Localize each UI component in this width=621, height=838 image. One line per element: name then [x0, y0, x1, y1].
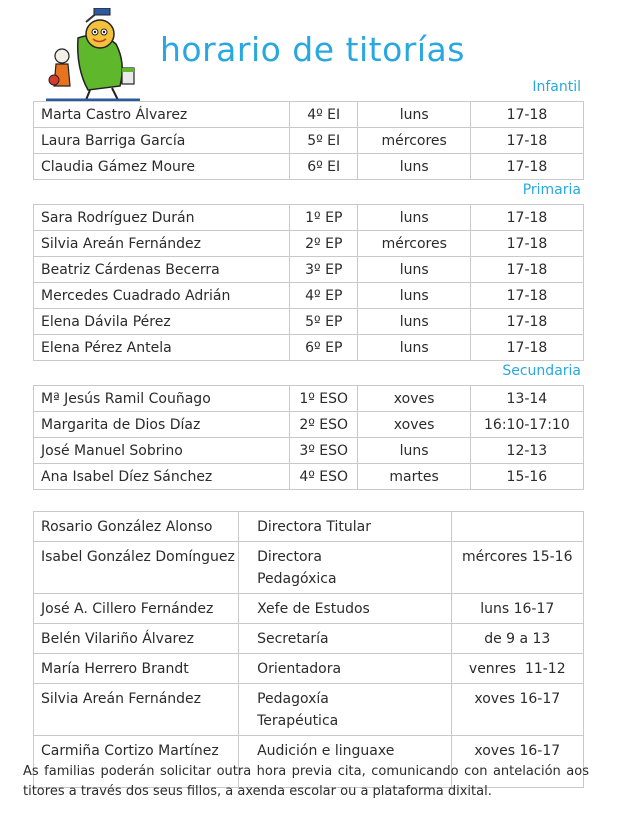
weekday: luns [358, 102, 471, 128]
staff-hours: venres 11-12 [451, 654, 583, 684]
teacher-name: Margarita de Dios Díaz [34, 412, 290, 438]
weekday: luns [358, 438, 470, 464]
schedule-table-primaria [33, 204, 584, 361]
staff-role: Secretaría [239, 624, 451, 654]
teacher-name: José Manuel Sobrino [34, 438, 290, 464]
weekday: luns [358, 205, 470, 231]
time-slot: 17-18 [470, 257, 583, 283]
weekday: mércores [358, 231, 470, 257]
table-row [34, 412, 584, 438]
table-row [34, 542, 584, 594]
weekday: martes [358, 464, 470, 490]
course: 2º ESO [289, 412, 358, 438]
painter-character-logo [38, 8, 148, 104]
course: 5º EP [290, 309, 358, 335]
teacher-name: Mª Jesús Ramil Couñago [34, 386, 290, 412]
course: 1º EP [290, 205, 358, 231]
staff-name: Rosario González Alonso [34, 512, 239, 542]
time-slot: 15-16 [470, 464, 583, 490]
teacher-name: Sara Rodríguez Durán [34, 205, 290, 231]
time-slot: 17-18 [470, 283, 583, 309]
staff-role: Directora Titular [239, 512, 451, 542]
table-row [34, 594, 584, 624]
staff-hours: luns 16-17 [451, 594, 583, 624]
course: 2º EP [290, 231, 358, 257]
footer-note: As familias poderán solicitar outra hora previa cita, comunicando con antelación aos titores a través dos seus fillos, a axenda escolar ou a plataforma dixital. [23, 764, 589, 799]
staff-role: Audición e linguaxe [239, 736, 451, 788]
time-slot: 12-13 [470, 438, 583, 464]
staff-hours [451, 512, 583, 542]
course: 4º EP [290, 283, 358, 309]
course: 1º ESO [289, 386, 358, 412]
table-row [34, 512, 584, 542]
weekday: luns [358, 283, 470, 309]
time-slot: 17-18 [470, 205, 583, 231]
course: 3º ESO [289, 438, 358, 464]
teacher-name: Elena Dávila Pérez [34, 309, 290, 335]
staff-role: Pedagoxía Terapéutica [239, 684, 451, 736]
table-row [34, 654, 584, 684]
staff-hours: xoves 16-17 [451, 736, 583, 788]
staff-name: Silvia Areán Fernández [34, 684, 239, 736]
time-slot: 17-18 [470, 335, 583, 361]
staff-table [33, 511, 584, 788]
staff-role: Xefe de Estudos [239, 594, 451, 624]
teacher-name: Claudia Gámez Moure [34, 154, 290, 180]
table-row [34, 684, 584, 736]
staff-name: José A. Cillero Fernández [34, 594, 239, 624]
table-row [34, 438, 584, 464]
time-slot: 17-18 [470, 309, 583, 335]
time-slot: 13-14 [470, 386, 583, 412]
time-slot: 16:10-17:10 [470, 412, 583, 438]
teacher-name: Marta Castro Álvarez [34, 102, 290, 128]
weekday: luns [358, 309, 470, 335]
table-row [34, 231, 584, 257]
table-row [34, 624, 584, 654]
weekday: mércores [358, 128, 471, 154]
time-slot: 17-18 [470, 102, 583, 128]
course: 4º EI [289, 102, 357, 128]
weekday: luns [358, 335, 470, 361]
schedule-table-infantil [33, 101, 584, 180]
staff-name: Belén Vilariño Álvarez [34, 624, 239, 654]
teacher-name: Beatriz Cárdenas Becerra [34, 257, 290, 283]
table-row [34, 154, 584, 180]
weekday: xoves [358, 386, 470, 412]
section-label-infantil: Infantil [532, 79, 581, 95]
time-slot: 17-18 [470, 231, 583, 257]
staff-name: Isabel González Domínguez [34, 542, 239, 594]
table-row [34, 309, 584, 335]
schedule-table-secundaria [33, 385, 584, 490]
course: 6º EI [289, 154, 357, 180]
staff-hours: mércores 15-16 [451, 542, 583, 594]
course: 5º EI [289, 128, 357, 154]
teacher-name: Silvia Areán Fernández [34, 231, 290, 257]
teacher-name: Laura Barriga García [34, 128, 290, 154]
time-slot: 17-18 [470, 128, 583, 154]
table-row [34, 102, 584, 128]
staff-hours: xoves 16-17 [451, 684, 583, 736]
section-label-secundaria: Secundaria [502, 363, 581, 379]
weekday: luns [358, 154, 471, 180]
table-row [34, 257, 584, 283]
weekday: luns [358, 257, 470, 283]
staff-hours: de 9 a 13 [451, 624, 583, 654]
teacher-name: Mercedes Cuadrado Adrián [34, 283, 290, 309]
course: 4º ESO [289, 464, 358, 490]
table-row [34, 283, 584, 309]
course: 3º EP [290, 257, 358, 283]
staff-name: Carmiña Cortizo Martínez [34, 736, 239, 788]
teacher-name: Elena Pérez Antela [34, 335, 290, 361]
table-row [34, 205, 584, 231]
teacher-name: Ana Isabel Díez Sánchez [34, 464, 290, 490]
staff-name: María Herrero Brandt [34, 654, 239, 684]
course: 6º EP [290, 335, 358, 361]
section-label-primaria: Primaria [522, 182, 581, 198]
time-slot: 17-18 [470, 154, 583, 180]
table-row [34, 386, 584, 412]
table-row [34, 335, 584, 361]
page-title: horario de titorías [160, 30, 465, 69]
weekday: xoves [358, 412, 470, 438]
table-row [34, 128, 584, 154]
table-row [34, 464, 584, 490]
staff-role: Orientadora [239, 654, 451, 684]
staff-role: Directora Pedagóxica [239, 542, 451, 594]
